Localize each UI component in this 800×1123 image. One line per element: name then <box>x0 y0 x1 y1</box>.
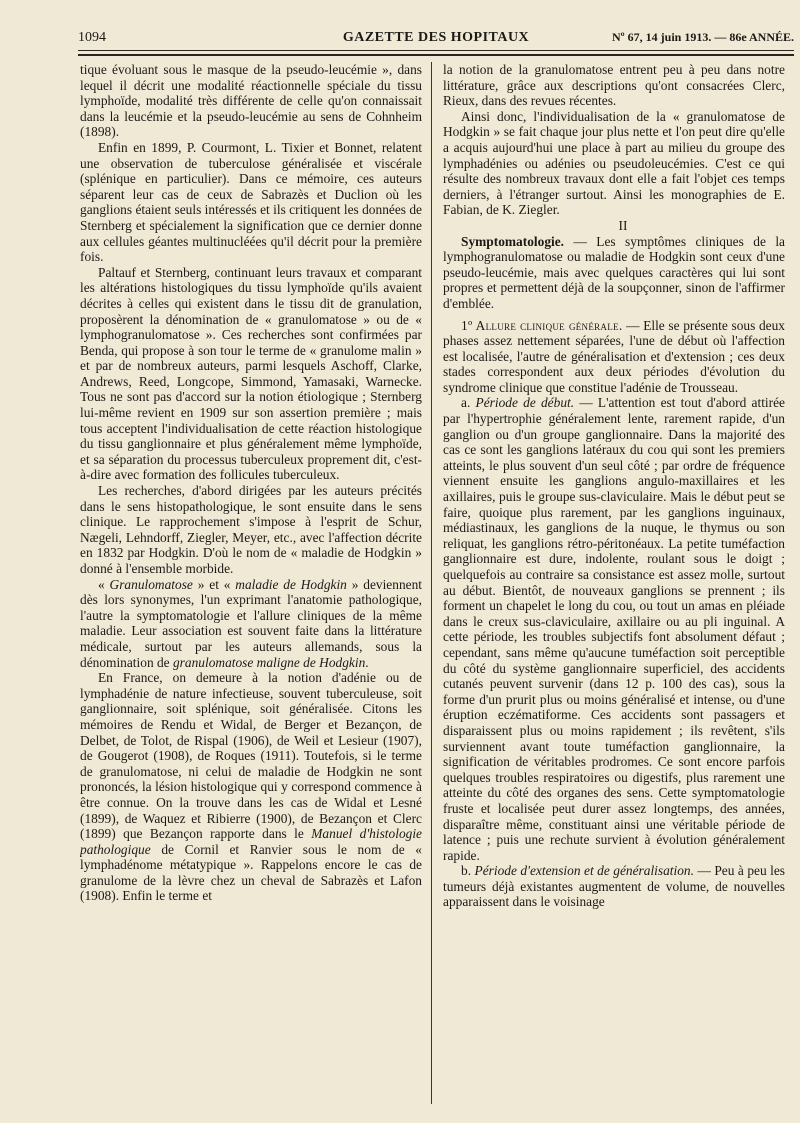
page-number: 1094 <box>78 30 106 45</box>
text-run: — Elle se présente sous deux phases assez nettement séparées, l'une de début où l'affection est localisée, l'autre de généralisation et d'extension ; ces deux stades correspondent aux deux périodes d'évolution du syndrome clinique que constitue l'adénie de Trousseau. <box>443 317 785 395</box>
header-rule <box>78 50 794 51</box>
paragraph: Ainsi donc, l'individualisation de la « granulomatose de Hodgkin » se fait chaque jour plus nette et l'on peut dire qu'elle a acquis aujourd'hui une place à part au milieu du groupe des lymphadénies ou adénies ou pseudoleucémies. C'est ce qui résulte des nombreux travaux dont elle a fait l'objet ces temps derniers, à l'étranger surtout. Ainsi les monographies de E. Fabian, de K. Ziegler. <box>443 108 785 218</box>
subsection-heading: Période de début. <box>475 395 575 411</box>
text-run: de Cornil et Ranvier sous le nom de « lymphadénome métatypique ». Rappelons encore le cas de granulome de la lèvre chez un cheval de Sabrazès et Lafon (1908). Enfin le terme et <box>80 841 422 904</box>
paragraph: Les recherches, d'abord dirigées par les auteurs précités dans le sens histopathologique, le sont ensuite dans le sens clinique. Le rapprochement s'impose à l'esprit de Schur, Nægeli, Lehndorff, Ziegler, Meyer, etc., avec l'affection décrite en 1832 par Hodgkin. D'où le nom de « maladie de Hodgkin » donné à l'ensemble morbide. <box>80 483 422 576</box>
paragraph: la notion de la granulomatose entrent peu à peu dans notre littérature, grâce aux descriptions qu'ont consacrées Clerc, Rieux, dans des revues récentes. <box>443 62 785 109</box>
text-run: — Les symptômes cliniques de la lymphogranulomatose ou maladie de Hodgkin sont ceux d'une pseudo-leucémie, mais avec quelques caractères qui lui sont propres et permettent déjà de la soupçonner, sinon de l'affirmer d'emblée. <box>443 233 785 311</box>
paragraph: Paltauf et Sternberg, continuant leurs travaux et comparant les altérations histologiques du tissu lymphoïde qu'ils avaient décrites à celles qui existent dans le tissu dit de granulation, proposèrent la dénomination de « granulomatose » ou de « lymphogranulomatose ». Ces recherches sont confirmées par Benda, qui propose à son tour le terme de « granulome malin » et par de nombreux auteurs, parmi lesquels Aschoff, Clarke, Andrews, Reed, Longcope, Simmond, Yamasaki, Warnecke. Tous ne sont pas d'accord sur la notion étiologique ; Sternberg lui-même revient en 1909 sur son assertion première ; mais tous acceptent l'individualisation de cette réaction histologique du tissu ganglionnaire et plus généralement même lymphoïde, et sa séparation du processus tuberculeux proprement dit, c'est-à-dire avec formation des follicules tuberculeux. <box>80 264 422 483</box>
paragraph <box>443 318 785 396</box>
term: Granulomatose <box>109 576 193 592</box>
text-run: » deviennent dès lors synonymes, l'un exprimant l'anatomie pathologique, l'autre la symptomatologie et l'allure cliniques de la même maladie. Leur association est souvent faite dans la littérature médicale, surtout par les auteurs allemands, sous la dénomination de <box>80 576 422 670</box>
text-run: b. <box>461 863 475 879</box>
paragraph: tique évoluant sous le masque de la pseudo-leucémie », dans lequel il décrit une modalité réactionnelle spéciale du tissu lymphoïde, modalité très différente de celle qu'on connaissait dans la leucémie et la pseudo-leucémie au sens de Cohnheim (1898). <box>80 62 422 140</box>
paragraph <box>443 234 785 312</box>
text-run: En France, on demeure à la notion d'adénie ou de lymphadénie de nature infectieuse, souvent tuberculeuse, soit ganglionnaire, soit splénique, soit généralisée. Citons les mémoires de Rendu et Widal, de Berger et Bezançon, de Delbet, de Tolot, de Rispal (1906), de Weil et Lesieur (1907), de Gougerot (1908), de Roques (1911). Toutefois, si le terme de granulomatose, ni celui de maladie de Hodgkin ne sont prononcés, la lésion histologique qui y correspond commence à être connue. On la trouve dans les cas de Widal et Lesné (1899), de Waquez et Ribierre (1900), de Bezançon et Clerc (1899) que Bezançon rapporte dans le <box>80 670 422 842</box>
paragraph <box>443 863 785 910</box>
right-column <box>443 62 785 1104</box>
left-column <box>80 62 422 1104</box>
book-title: Manuel d'histologie pathologique <box>80 826 422 857</box>
paragraph <box>80 577 422 671</box>
subsection-heading: Période d'extension et de généralisation. <box>474 863 694 879</box>
paragraph <box>80 670 422 904</box>
column-divider <box>431 62 432 1104</box>
section-number: II <box>618 217 628 233</box>
text-run: a. <box>461 395 476 411</box>
page-header <box>78 30 794 52</box>
journal-title: GAZETTE DES HOPITAUX <box>342 30 530 45</box>
paragraph: Enfin en 1899, P. Courmont, L. Tixier et Bonnet, relatent une observation de tuberculose généralisée et viscérale (splénique en particulier). Dans ce mémoire, ces auteurs séparent leur cas de ceux de Sabrazès et Duclion où les ganglions étaient seuls intéressés et ils critiquent les données de Sternberg et spécialement la signification que ce dernier donne aux cellules géantes multinucléées qu'il décrit pour la première fois. <box>80 139 422 265</box>
paragraph <box>443 395 785 863</box>
term: granulomatose maligne de Hodgkin <box>172 654 366 670</box>
term: maladie de Hodgkin <box>235 576 347 592</box>
text-run: « <box>98 576 110 592</box>
text-run: — L'attention est tout d'abord attirée par l'hypertrophie généralement lente, rarement rapide, d'un ganglion ou d'un groupe ganglionnaire. Dans la majorité des cas ce sont les ganglions latéraux du cou qui sont les premiers atteints, le plus souvent d'un seul côté ; par ordre de fréquence viennent ensuite les ganglions angulo-maxillaires et les axillaires, puis le groupe sus-claviculaire. Mais le début peut se faire, quoique plus rarement, par les ganglions inguinaux, médiastinaux, les ganglions de la nuque, le thymus ou son reliquat, les ganglions rétro-péritonéaux. La petite tuméfaction ganglionnaire est dure, indolente, roulant sous le doigt ; quelquefois au contraire sa consistance est assez molle, surtout au début. Bientôt, de nouveaux ganglions se prennent ; ils forment un chapelet le long du cou, ou tout un amas en pléiade dans le creux sus-claviculaire, axillaire ou au pli inguinal. A cette période, les troubles subjectifs font absolument défaut ; cependant, sans même qu'aucune tuméfaction soit perceptible du côté du système ganglionnaire superficiel, des accidents cutanés peuvent survenir (dans 12 p. 100 des cas), sous la forme d'un prurit plus ou moins généralisé et intense, ou d'une éruption eczématiforme. Ces accidents sont passagers et disparaissent plus ou moins rapidement ; ils revêtent, s'ils surviennent avant toute tuméfaction ganglionnaire, la signification de véritables prodromes. Ce sont encore parfois quelques troubles respiratoires ou digestifs, plus rarement une atteinte du côté des organes des sens. Cette symptomatologie fruste et localisée peut durer assez longtemps, des années, disparaître même, constituant ainsi une véritable période de latence ; puis une rechute survient à évolution généralement rapide. <box>443 395 785 863</box>
text-run: — Peu à peu les tumeurs déjà existantes augmentent de volume, de nouvelles apparaissent dans le voisinage <box>443 863 785 910</box>
header-rule-thick <box>78 54 794 56</box>
text-run: » et « <box>192 576 236 592</box>
subsection-heading: 1º Allure clinique générale. <box>461 317 623 333</box>
issue-info: Nº 67, 14 juin 1913. — 86e ANNÉE. <box>612 30 794 44</box>
section-heading: Symptomatologie. <box>461 233 565 249</box>
text-run: . <box>365 654 369 670</box>
